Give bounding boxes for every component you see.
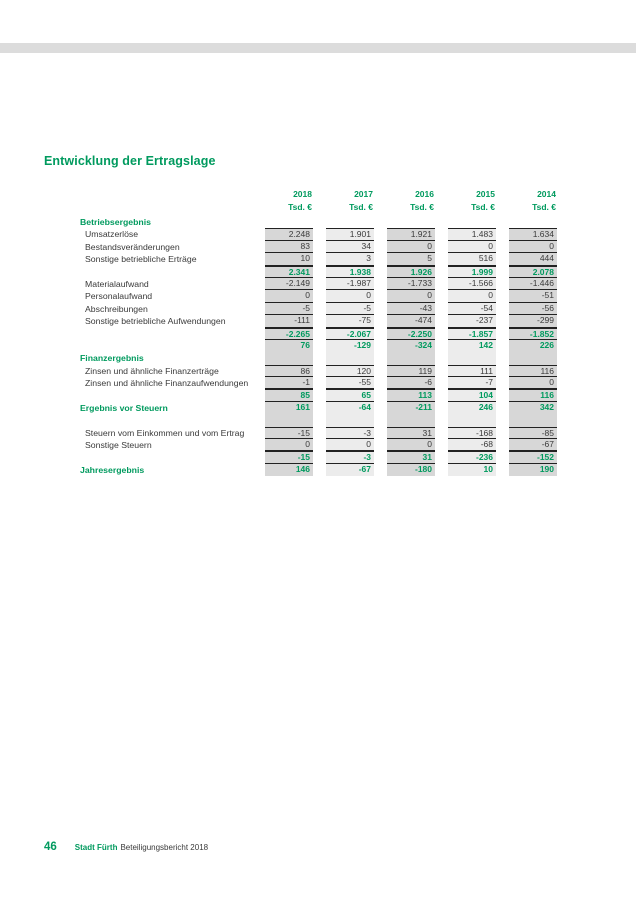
row-label: Umsatzerlöse — [85, 229, 139, 240]
table-cell: -55 — [326, 377, 374, 389]
row-label — [62, 389, 252, 401]
table-row — [62, 253, 558, 265]
table-cell — [265, 414, 313, 426]
table-cell: -54 — [448, 303, 496, 315]
table-cell: 65 — [326, 389, 374, 401]
table-row — [62, 290, 558, 302]
table-cell: -474 — [387, 315, 435, 327]
table-cell: 1.999 — [448, 266, 496, 278]
table-cell: 86 — [265, 365, 313, 377]
row-label: Zinsen und ähnliche Finanzaufwendungen — [85, 378, 249, 389]
row-label — [62, 328, 252, 340]
row-label: Materialaufwand — [85, 278, 149, 289]
page-footer — [44, 841, 208, 853]
table-cell — [326, 216, 374, 228]
table-cell: -211 — [387, 402, 435, 414]
table-cell: 0 — [326, 439, 374, 451]
table-row — [62, 278, 558, 290]
year-column-header: 2018 — [293, 189, 312, 199]
earnings-table — [62, 188, 558, 476]
header-spacer — [62, 188, 252, 201]
table-cell: -56 — [509, 303, 557, 315]
row-label — [62, 451, 252, 463]
table-cell — [448, 414, 496, 426]
table-row — [62, 402, 558, 414]
footer-report-title: Beteiligungsbericht 2018 — [120, 843, 209, 852]
table-cell: 76 — [265, 340, 313, 352]
table-cell: -1.733 — [387, 278, 435, 290]
row-label: Jahresergebnis — [80, 464, 145, 475]
table-cell: 0 — [265, 290, 313, 302]
table-cell: -236 — [448, 451, 496, 463]
table-cell: 111 — [448, 365, 496, 377]
table-cell: 2.248 — [265, 228, 313, 240]
table-cell — [509, 352, 557, 364]
table-cell: 83 — [265, 241, 313, 253]
row-label: Bestandsveränderungen — [85, 241, 180, 252]
table-cell: 31 — [387, 451, 435, 463]
table-cell — [265, 216, 313, 228]
table-cell: 116 — [509, 389, 557, 401]
table-cell: 0 — [448, 241, 496, 253]
table-row — [62, 241, 558, 253]
table-cell: -180 — [387, 464, 435, 476]
table-row — [62, 315, 558, 327]
table-cell: 516 — [448, 253, 496, 265]
table-body — [62, 216, 558, 476]
row-label: Sonstige Steuern — [85, 440, 152, 451]
table-cell: 1.634 — [509, 228, 557, 240]
table-row — [62, 439, 558, 451]
table-cell: -67 — [509, 439, 557, 451]
table-cell — [387, 216, 435, 228]
table-cell: -1.446 — [509, 278, 557, 290]
table-cell: -64 — [326, 402, 374, 414]
row-label: Abschreibungen — [85, 303, 148, 314]
row-label — [62, 340, 252, 352]
table-row — [62, 228, 558, 240]
year-column-header: 2015 — [476, 189, 495, 199]
table-cell: -1.566 — [448, 278, 496, 290]
table-cell: -129 — [326, 340, 374, 352]
table-cell: -1.987 — [326, 278, 374, 290]
table-cell: -111 — [265, 315, 313, 327]
table-cell: -15 — [265, 427, 313, 439]
table-cell: 246 — [448, 402, 496, 414]
year-column-header: 2017 — [354, 189, 373, 199]
row-label: Personalaufwand — [85, 291, 153, 302]
table-cell: -299 — [509, 315, 557, 327]
row-label — [62, 414, 252, 426]
table-row — [62, 451, 558, 463]
row-label: Finanzergebnis — [80, 353, 144, 364]
table-cell: 0 — [509, 377, 557, 389]
table-row — [62, 414, 558, 426]
table-cell: -1 — [265, 377, 313, 389]
table-cell: -15 — [265, 451, 313, 463]
table-cell: 146 — [265, 464, 313, 476]
row-label: Steuern vom Einkommen und vom Ertrag — [85, 427, 245, 438]
table-cell: -43 — [387, 303, 435, 315]
year-column-header: 2014 — [537, 189, 556, 199]
table-cell: 342 — [509, 402, 557, 414]
table-cell: 190 — [509, 464, 557, 476]
top-divider-bar — [0, 43, 636, 53]
table-cell: 226 — [509, 340, 557, 352]
unit-column-header: Tsd. € — [288, 202, 312, 212]
unit-column-header: Tsd. € — [410, 202, 434, 212]
table-row — [62, 389, 558, 401]
table-cell: 119 — [387, 365, 435, 377]
table-row — [62, 340, 558, 352]
row-label — [62, 266, 252, 278]
table-cell: 0 — [387, 439, 435, 451]
table-row — [62, 328, 558, 340]
table-cell: -85 — [509, 427, 557, 439]
table-row — [62, 464, 558, 476]
table-cell: 0 — [326, 290, 374, 302]
table-row — [62, 266, 558, 278]
table-cell: -324 — [387, 340, 435, 352]
table-row — [62, 365, 558, 377]
table-cell — [265, 352, 313, 364]
table-cell: 10 — [448, 464, 496, 476]
year-column-header: 2016 — [415, 189, 434, 199]
row-label: Zinsen und ähnliche Finanzerträge — [85, 365, 219, 376]
table-cell: -152 — [509, 451, 557, 463]
row-label: Sonstige betriebliche Erträge — [85, 254, 197, 265]
table-cell — [387, 352, 435, 364]
table-cell: -3 — [326, 451, 374, 463]
row-label: Sonstige betriebliche Aufwendungen — [85, 316, 226, 327]
table-cell: -3 — [326, 427, 374, 439]
table-cell: 2.078 — [509, 266, 557, 278]
table-cell: 0 — [448, 290, 496, 302]
unit-column-header: Tsd. € — [532, 202, 556, 212]
table-cell: -5 — [326, 303, 374, 315]
table-cell: 31 — [387, 427, 435, 439]
page-title: Entwicklung der Ertragslage — [44, 154, 216, 169]
table-cell: 113 — [387, 389, 435, 401]
table-cell: 120 — [326, 365, 374, 377]
table-cell: 5 — [387, 253, 435, 265]
table-cell: 1.483 — [448, 228, 496, 240]
table-cell: -2.067 — [326, 328, 374, 340]
table-cell: 1.926 — [387, 266, 435, 278]
table-cell: -51 — [509, 290, 557, 302]
table-cell — [448, 216, 496, 228]
table-row — [62, 427, 558, 439]
table-cell: 2.341 — [265, 266, 313, 278]
table-cell: -2.149 — [265, 278, 313, 290]
table-cell: 161 — [265, 402, 313, 414]
table-row — [62, 303, 558, 315]
row-label: Betriebsergebnis — [80, 217, 151, 227]
table-cell: 142 — [448, 340, 496, 352]
row-label: Ergebnis vor Steuern — [80, 402, 168, 413]
table-row — [62, 352, 558, 364]
table-cell: -6 — [387, 377, 435, 389]
table-cell: 0 — [387, 241, 435, 253]
footer-brand: Stadt Fürth — [74, 843, 118, 852]
unit-column-header: Tsd. € — [349, 202, 373, 212]
table-row — [62, 216, 558, 228]
table-cell: -5 — [265, 303, 313, 315]
table-cell: -2.265 — [265, 328, 313, 340]
table-cell: -2.250 — [387, 328, 435, 340]
table-cell: -1.857 — [448, 328, 496, 340]
table-cell: 1.921 — [387, 228, 435, 240]
unit-column-header: Tsd. € — [471, 202, 495, 212]
table-unit-header-row — [62, 201, 558, 214]
table-cell: 1.938 — [326, 266, 374, 278]
table-cell: -237 — [448, 315, 496, 327]
table-cell: -75 — [326, 315, 374, 327]
table-cell: 444 — [509, 253, 557, 265]
table-cell — [509, 414, 557, 426]
table-cell: 10 — [265, 253, 313, 265]
table-cell: -67 — [326, 464, 374, 476]
table-cell — [387, 414, 435, 426]
table-cell: 0 — [509, 241, 557, 253]
table-cell: -168 — [448, 427, 496, 439]
table-cell: 3 — [326, 253, 374, 265]
table-cell: 0 — [265, 439, 313, 451]
table-cell: 104 — [448, 389, 496, 401]
table-cell — [509, 216, 557, 228]
table-cell: 1.901 — [326, 228, 374, 240]
table-cell — [326, 352, 374, 364]
table-row — [62, 377, 558, 389]
table-cell: 85 — [265, 389, 313, 401]
table-cell: -1.852 — [509, 328, 557, 340]
page-number: 46 — [44, 841, 57, 853]
table-cell: -7 — [448, 377, 496, 389]
table-year-header-row — [62, 188, 558, 201]
table-cell — [448, 352, 496, 364]
table-cell: -68 — [448, 439, 496, 451]
table-cell: 34 — [326, 241, 374, 253]
table-cell — [326, 414, 374, 426]
table-cell: 0 — [387, 290, 435, 302]
header-spacer — [62, 201, 252, 214]
table-cell: 116 — [509, 365, 557, 377]
